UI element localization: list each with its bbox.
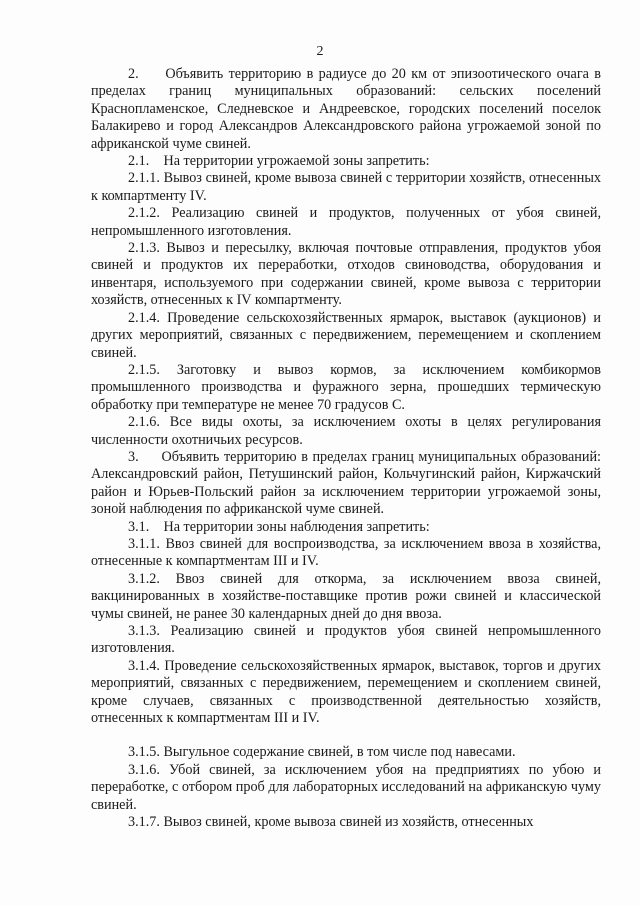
- paragraph-2-1: 2.1. На территории угрожаемой зоны запретить:: [128, 153, 430, 170]
- paragraph-3-1-1: 3.1.1. Ввоз свиней для воспроизводства, за исключением ввоза в хозяйства, отнесенные к компартментам III и IV.: [91, 535, 601, 570]
- paragraph-3-1-3: 3.1.3. Реализацию свиней и продуктов убоя свиней непромышленного изготовления.: [91, 623, 601, 657]
- paragraph-2-1-2: 2.1.2. Реализацию свиней и продуктов, полученных от убоя свиней, непромышленного изготовления.: [91, 205, 601, 239]
- paragraph-3-1-2: 3.1.2. Ввоз свиней для откорма, за исключением ввоза свиней, вакцинированных в хозяйстве-поставщике против рожи свиней и классической чумы свиней, не ранее 30 календарных дней до дня ввоза.: [91, 570, 601, 622]
- paragraph-2: 2. Объявить территорию в радиусе до 20 км от эпизоотического очага в пределах границ муниципальных образований: сельских поселений Краснопламенское, Следневское и Андреевское, городских поселений поселок Балакирево и город Александров Александровского района угрожаемой зоной по африканской чуме свиней.: [91, 66, 601, 152]
- paragraph-3-1-6: 3.1.6. Убой свиней, за исключением убоя на предприятиях по убою и переработке, с отбором проб для лабораторных исследований на африканскую чуму свиней.: [91, 761, 601, 813]
- paragraph-2-1-3: 2.1.3. Вывоз и пересылку, включая почтовые отправления, продуктов убоя свиней и продуктов их переработки, отходов свиноводства, оборудования и инвентаря, используемого при содержании свиней, кроме вывоза с территории хозяйств, отнесенных к IV компартменту.: [91, 240, 601, 309]
- paragraph-3: 3. Объявить территорию в пределах границ муниципальных образований: Александровский район, Петушинский район, Кольчугинский район, Киржачский район и Юрьев-Польский район за исключением территории угрожаемой зоны, зоной наблюдения по африканской чуме свиней.: [91, 448, 601, 518]
- paragraph-3-1-5: 3.1.5. Выгульное содержание свиней, в том числе под навесами.: [128, 744, 516, 761]
- paragraph-2-1-5: 2.1.5. Заготовку и вывоз кормов, за исключением комбикормов промышленного производства и фуражного зерна, прошедших термическую обработку при температуре не менее 70 градусов С.: [91, 361, 601, 413]
- paragraph-3-1-7: 3.1.7. Вывоз свиней, кроме вывоза свиней из хозяйств, отнесенных: [128, 814, 534, 831]
- paragraph-2-1-1: 2.1.1. Вывоз свиней, кроме вывоза свиней с территории хозяйств, отнесенных к компартменту IV.: [91, 170, 601, 204]
- paragraph-3-1-4: 3.1.4. Проведение сельскохозяйственных ярмарок, выставок, торгов и других мероприятий, связанных с передвижением, перемещением и скоплением свиней, кроме случаев, связанных с производственной деятельностью хозяйств, отнесенных к компартментам III и IV.: [91, 657, 601, 727]
- paragraph-3-1: 3.1. На территории зоны наблюдения запретить:: [128, 518, 430, 535]
- paragraph-2-1-6: 2.1.6. Все виды охоты, за исключением охоты в целях регулирования численности охотничьих ресурсов.: [91, 414, 601, 448]
- document-body: [91, 66, 601, 831]
- paragraph-2-1-4: 2.1.4. Проведение сельскохозяйственных ярмарок, выставок (аукционов) и других мероприятий, связанных с передвижением, перемещением и скоплением свиней.: [91, 309, 601, 361]
- page-number: 2: [316, 44, 324, 59]
